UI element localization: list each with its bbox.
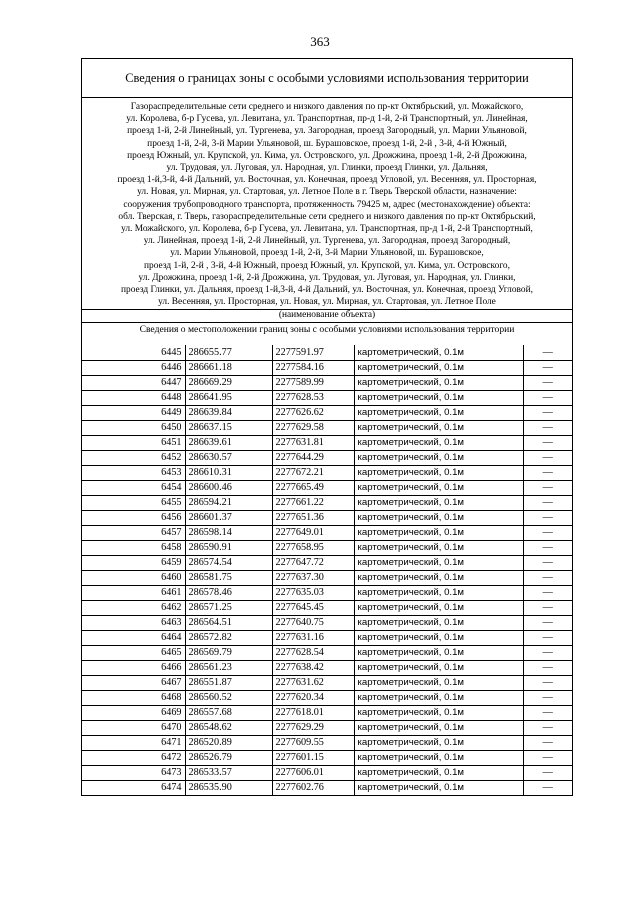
table-row (82, 525, 572, 540)
coordinate-y: 2277631.16 (272, 630, 354, 645)
determination-method: картометрический, 0.1м (354, 765, 523, 780)
accuracy-value: — (523, 540, 572, 555)
object-description-line: ул. Трудовая, ул. Луговая, ул. Народная, ул. Глинки, проезд Глинки, ул. Дальняя, (166, 163, 488, 174)
object-description-line: ул. Можайского, ул. Королева, б-р Гусева, ул. Левитана, ул. Транспортная, пр-д 1-й, 2-й Транспортный, (121, 224, 533, 235)
table-row (82, 465, 572, 480)
determination-method: картометрический, 0.1м (354, 360, 523, 375)
coordinate-x: 286572.82 (185, 630, 272, 645)
accuracy-value: — (523, 420, 572, 435)
determination-method: картометрический, 0.1м (354, 720, 523, 735)
accuracy-value: — (523, 360, 572, 375)
coordinate-y: 2277638.42 (272, 660, 354, 675)
point-number: 6460 (82, 570, 185, 585)
point-number: 6446 (82, 360, 185, 375)
coordinate-y: 2277618.01 (272, 705, 354, 720)
coordinate-y: 2277620.34 (272, 690, 354, 705)
point-number: 6467 (82, 675, 185, 690)
table-row (82, 780, 572, 795)
table-row (82, 420, 572, 435)
table-row (82, 570, 572, 585)
table-row (82, 450, 572, 465)
table-row (82, 375, 572, 390)
coordinate-y: 2277631.62 (272, 675, 354, 690)
object-description-line: обл. Тверская, г. Тверь, газораспределительные сети среднего и низкого давления по пр-кт Октябрьский, (118, 211, 536, 222)
accuracy-value: — (523, 600, 572, 615)
determination-method: картометрический, 0.1м (354, 375, 523, 390)
accuracy-value: — (523, 525, 572, 540)
determination-method: картометрический, 0.1м (354, 345, 523, 360)
coordinate-x: 286669.29 (185, 375, 272, 390)
table-row (82, 645, 572, 660)
coordinate-y: 2277665.49 (272, 480, 354, 495)
coordinate-y: 2277672.21 (272, 465, 354, 480)
coordinate-x: 286639.61 (185, 435, 272, 450)
coordinate-x: 286526.79 (185, 750, 272, 765)
determination-method: картометрический, 0.1м (354, 540, 523, 555)
coordinate-x: 286569.79 (185, 645, 272, 660)
coordinate-x: 286661.18 (185, 360, 272, 375)
table-row (82, 600, 572, 615)
accuracy-value: — (523, 480, 572, 495)
coordinate-x: 286598.14 (185, 525, 272, 540)
coordinate-x: 286551.87 (185, 675, 272, 690)
table-row (82, 360, 572, 375)
coordinate-x: 286533.57 (185, 765, 272, 780)
object-description-line: ул. Весенняя, ул. Просторная, ул. Новая, ул. Мирная, ул. Стартовая, ул. Летное Поле (158, 297, 496, 308)
object-description-line: ул. Королева, б-р Гусева, ул. Левитана, ул. Транспортная, пр-д 1-й, 2-й Транспортный, ул. Линейная, (126, 114, 528, 125)
coordinate-x: 286578.46 (185, 585, 272, 600)
point-number: 6464 (82, 630, 185, 645)
determination-method: картометрический, 0.1м (354, 660, 523, 675)
point-number: 6448 (82, 390, 185, 405)
coordinate-y: 2277637.30 (272, 570, 354, 585)
coordinate-y: 2277644.29 (272, 450, 354, 465)
coordinate-x: 286561.23 (185, 660, 272, 675)
object-description-line: ул. Линейная, проезд 1-й, 2-й Линейный, ул. Тургенева, ул. Загородная, проезд Загородный, (143, 236, 511, 247)
determination-method: картометрический, 0.1м (354, 555, 523, 570)
table-row (82, 675, 572, 690)
point-number: 6470 (82, 720, 185, 735)
point-number: 6474 (82, 780, 185, 795)
accuracy-value: — (523, 465, 572, 480)
table-row (82, 690, 572, 705)
determination-method: картометрический, 0.1м (354, 390, 523, 405)
coordinate-y: 2277628.54 (272, 645, 354, 660)
table-row (82, 660, 572, 675)
accuracy-value: — (523, 495, 572, 510)
coordinate-x: 286641.95 (185, 390, 272, 405)
coordinate-y: 2277626.62 (272, 405, 354, 420)
determination-method: картометрический, 0.1м (354, 525, 523, 540)
object-description-line: проезд Южный, ул. Крупской, ул. Кима, ул. Островского, ул. Дрожжина, проезд 1-й, 2-й Дрожжина, (127, 150, 527, 161)
coordinate-x: 286590.91 (185, 540, 272, 555)
coordinate-x: 286548.62 (185, 720, 272, 735)
point-number: 6472 (82, 750, 185, 765)
coordinate-y: 2277651.36 (272, 510, 354, 525)
accuracy-value: — (523, 705, 572, 720)
coordinate-x: 286600.46 (185, 480, 272, 495)
coordinate-y: 2277629.29 (272, 720, 354, 735)
object-description-line: Газораспределительные сети среднего и низкого давления по пр-кт Октябрьский, ул. Можайского, (130, 102, 524, 112)
point-number: 6453 (82, 465, 185, 480)
point-number: 6447 (82, 375, 185, 390)
accuracy-value: — (523, 405, 572, 420)
determination-method: картометрический, 0.1м (354, 705, 523, 720)
coordinate-y: 2277601.15 (272, 750, 354, 765)
object-description (82, 98, 572, 309)
table-row (82, 585, 572, 600)
object-description-line: ул. Дрожжина, проезд 1-й, 2-й Дрожжина, ул. Трудовая, ул. Луговая, ул. Народная, ул. Глинки, (138, 272, 516, 283)
coordinate-y: 2277647.72 (272, 555, 354, 570)
accuracy-value: — (523, 555, 572, 570)
object-caption: (наименование объекта) (82, 309, 572, 322)
table-row (82, 540, 572, 555)
determination-method: картометрический, 0.1м (354, 480, 523, 495)
accuracy-value: — (523, 570, 572, 585)
determination-method: картометрический, 0.1м (354, 675, 523, 690)
determination-method: картометрический, 0.1м (354, 630, 523, 645)
determination-method: картометрический, 0.1м (354, 465, 523, 480)
accuracy-value: — (523, 375, 572, 390)
table-row (82, 630, 572, 645)
coordinate-y: 2277645.45 (272, 600, 354, 615)
coordinate-x: 286574.54 (185, 555, 272, 570)
determination-method: картометрический, 0.1м (354, 420, 523, 435)
coordinate-x: 286601.37 (185, 510, 272, 525)
coordinate-y: 2277628.53 (272, 390, 354, 405)
accuracy-value: — (523, 630, 572, 645)
point-number: 6457 (82, 525, 185, 540)
accuracy-value: — (523, 735, 572, 750)
accuracy-value: — (523, 345, 572, 360)
table-row (82, 405, 572, 420)
coordinate-x: 286655.77 (185, 345, 272, 360)
coordinate-x: 286610.31 (185, 465, 272, 480)
accuracy-value: — (523, 750, 572, 765)
table-row (82, 720, 572, 735)
table-row (82, 750, 572, 765)
coordinate-x: 286535.90 (185, 780, 272, 795)
table-row (82, 510, 572, 525)
determination-method: картометрический, 0.1м (354, 780, 523, 795)
determination-method: картометрический, 0.1м (354, 600, 523, 615)
point-number: 6461 (82, 585, 185, 600)
point-number: 6451 (82, 435, 185, 450)
table-row (82, 705, 572, 720)
table-row (82, 480, 572, 495)
table-row (82, 495, 572, 510)
accuracy-value: — (523, 765, 572, 780)
determination-method: картометрический, 0.1м (354, 405, 523, 420)
point-number: 6462 (82, 600, 185, 615)
coordinate-x: 286560.52 (185, 690, 272, 705)
point-number: 6471 (82, 735, 185, 750)
coordinate-y: 2277602.76 (272, 780, 354, 795)
determination-method: картометрический, 0.1м (354, 570, 523, 585)
coordinate-y: 2277591.97 (272, 345, 354, 360)
point-number: 6452 (82, 450, 185, 465)
point-number: 6465 (82, 645, 185, 660)
coordinate-y: 2277609.55 (272, 735, 354, 750)
coordinate-y: 2277629.58 (272, 420, 354, 435)
accuracy-value: — (523, 690, 572, 705)
determination-method: картометрический, 0.1м (354, 735, 523, 750)
coordinate-x: 286630.57 (185, 450, 272, 465)
coordinate-y: 2277635.03 (272, 585, 354, 600)
accuracy-value: — (523, 720, 572, 735)
accuracy-value: — (523, 675, 572, 690)
coordinate-x: 286520.89 (185, 735, 272, 750)
point-number: 6463 (82, 615, 185, 630)
determination-method: картометрический, 0.1м (354, 495, 523, 510)
point-number: 6445 (82, 345, 185, 360)
accuracy-value: — (523, 510, 572, 525)
point-number: 6459 (82, 555, 185, 570)
coordinate-y: 2277658.95 (272, 540, 354, 555)
table-row (82, 555, 572, 570)
object-description-line: проезд Глинки, ул. Дальняя, проезд 1-й,3-й, 4-й Дальний, ул. Восточная, ул. Конечная, проезд Угловой, (121, 285, 533, 296)
point-number: 6449 (82, 405, 185, 420)
coordinate-x: 286564.51 (185, 615, 272, 630)
point-number: 6455 (82, 495, 185, 510)
object-description-line: сооружения трубопроводного транспорта, протяженность 79425 м, адрес (местонахождение) объекта: (123, 199, 531, 210)
coordinate-y: 2277631.81 (272, 435, 354, 450)
coordinate-x: 286557.68 (185, 705, 272, 720)
determination-method: картометрический, 0.1м (354, 450, 523, 465)
coordinates-table (82, 345, 572, 795)
coordinate-y: 2277589.99 (272, 375, 354, 390)
point-number: 6458 (82, 540, 185, 555)
object-description-line: проезд 1-й, 2-й , 3-й, 4-й Южный, проезд Южный, ул. Крупской, ул. Кима, ул. Островского, (144, 260, 510, 271)
object-description-line: ул. Марии Ульяновой, проезд 1-й, 2-й, 3-й Марии Ульяновой, ш. Бурашовское, (170, 248, 484, 259)
accuracy-value: — (523, 435, 572, 450)
accuracy-value: — (523, 615, 572, 630)
object-description-line: проезд 1-й, 2-й Линейный, ул. Тургенева, ул. Загородная, проезд Загородный, ул. Марии Ульяновой, (127, 126, 527, 137)
coordinate-x: 286637.15 (185, 420, 272, 435)
determination-method: картометрический, 0.1м (354, 615, 523, 630)
object-description-line: проезд 1-й,3-й, 4-й Дальний, ул. Восточная, ул. Конечная, проезд Угловой, ул. Весенняя, ул. Просторная, (117, 175, 537, 186)
coordinate-y: 2277640.75 (272, 615, 354, 630)
coordinate-y: 2277649.01 (272, 525, 354, 540)
coordinate-y: 2277584.16 (272, 360, 354, 375)
accuracy-value: — (523, 645, 572, 660)
zone-boundary-table (81, 58, 573, 796)
document-title: Сведения о границах зоны с особыми условиями использования территории (82, 59, 572, 98)
point-number: 6454 (82, 480, 185, 495)
accuracy-value: — (523, 450, 572, 465)
point-number: 6469 (82, 705, 185, 720)
page-number: 363 (310, 34, 330, 49)
determination-method: картометрический, 0.1м (354, 645, 523, 660)
object-description-line: ул. Новая, ул. Мирная, ул. Стартовая, ул. Летное Поле в г. Тверь Тверской области, назначение: (137, 187, 517, 198)
coordinate-x: 286639.84 (185, 405, 272, 420)
coordinate-y: 2277661.22 (272, 495, 354, 510)
table-row (82, 345, 572, 360)
table-row (82, 390, 572, 405)
accuracy-value: — (523, 660, 572, 675)
table-row (82, 435, 572, 450)
section-title: Сведения о местоположении границ зоны с особыми условиями использования территории (82, 322, 572, 345)
coordinate-x: 286571.25 (185, 600, 272, 615)
determination-method: картометрический, 0.1м (354, 510, 523, 525)
point-number: 6466 (82, 660, 185, 675)
table-row (82, 735, 572, 750)
accuracy-value: — (523, 780, 572, 795)
point-number: 6456 (82, 510, 185, 525)
accuracy-value: — (523, 390, 572, 405)
determination-method: картометрический, 0.1м (354, 585, 523, 600)
table-row (82, 615, 572, 630)
point-number: 6450 (82, 420, 185, 435)
determination-method: картометрический, 0.1м (354, 435, 523, 450)
object-description-line: проезд 1-й, 2-й, 3-й Марии Ульяновой, ш. Бурашовское, проезд 1-й, 2-й , 3-й, 4-й Южный, (147, 138, 507, 149)
coordinate-y: 2277606.01 (272, 765, 354, 780)
point-number: 6473 (82, 765, 185, 780)
determination-method: картометрический, 0.1м (354, 690, 523, 705)
determination-method: картометрический, 0.1м (354, 750, 523, 765)
table-row (82, 765, 572, 780)
point-number: 6468 (82, 690, 185, 705)
accuracy-value: — (523, 585, 572, 600)
coordinate-x: 286594.21 (185, 495, 272, 510)
coordinate-x: 286581.75 (185, 570, 272, 585)
